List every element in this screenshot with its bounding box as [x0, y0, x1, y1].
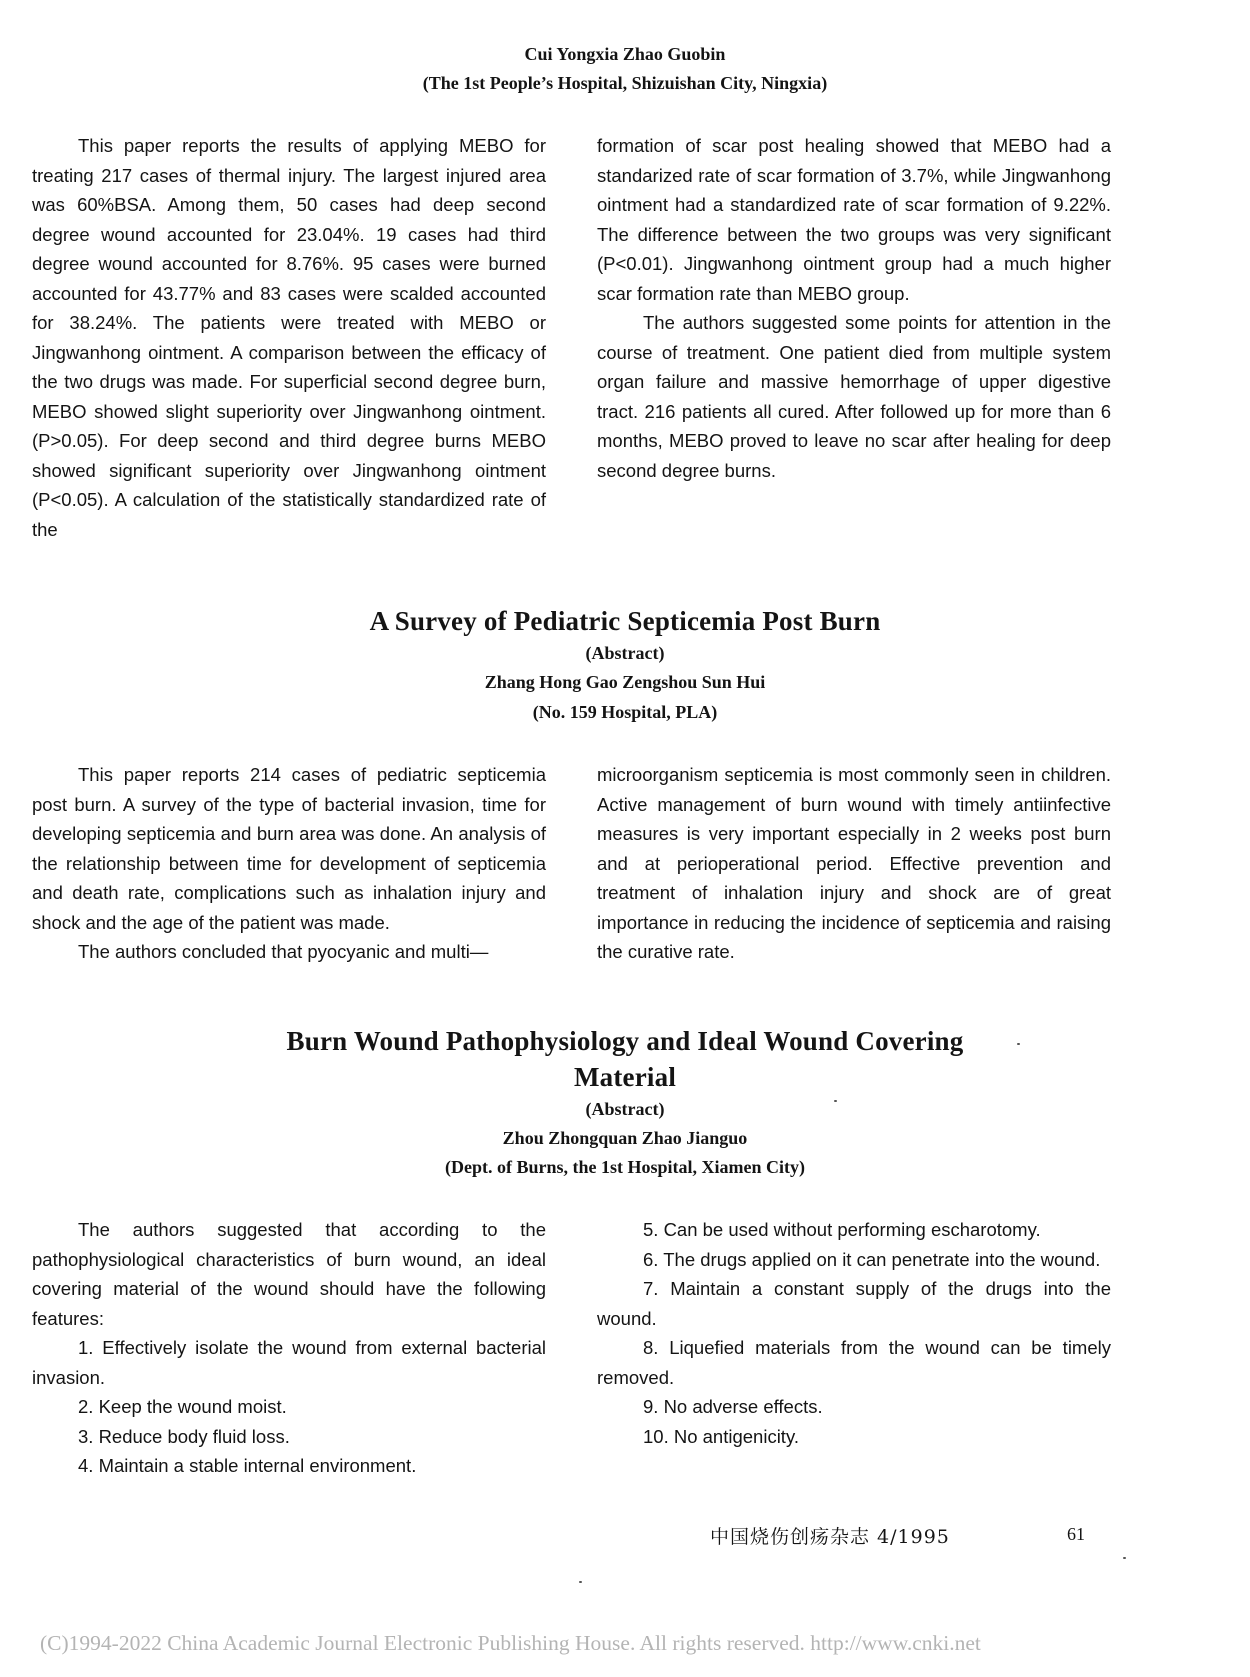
- article3-left-column: [32, 1215, 546, 1481]
- feature-item: 8. Liquefied materials from the wound can be timely removed.: [597, 1337, 1111, 1388]
- article2-right-column: [597, 760, 1111, 967]
- article2-paragraph: microorganism septicemia is most commonly seen in children. Active management of burn wound with timely antiinfective measures is very important especially in 2 weeks post burn and at perioperational period. Effective prevention and treatment of inhalation injury and shock are of great importance in reducing the incidence of septicemia and raising the curative rate.: [597, 764, 1111, 962]
- article1-left-column: [32, 131, 546, 544]
- article2-affiliation: (No. 159 Hospital, PLA): [532, 702, 718, 722]
- article3-affiliation: (Dept. of Burns, the 1st Hospital, Xiamen City): [445, 1157, 805, 1177]
- article2-left-column: [32, 760, 546, 967]
- article1-affiliation: (The 1st People’s Hospital, Shizuishan City, Ningxia): [422, 73, 828, 93]
- scan-speck: [579, 1581, 582, 1583]
- feature-item: 10. No antigenicity.: [643, 1425, 799, 1447]
- feature-item: 9. No adverse effects.: [643, 1396, 823, 1417]
- article2-abstract-label: (Abstract): [585, 643, 665, 663]
- article3-paragraph: The authors suggested that according to the pathophysiological characteristics of burn wound, an ideal covering material of the wound should have the following features:: [32, 1219, 546, 1329]
- article2-paragraph: This paper reports 214 cases of pediatric septicemia post burn. A survey of the type of bacterial invasion, time for developing septicemia and burn area was done. An analysis of the relationship between time for development of septicemia and death rate, complications such as inhalation injury and shock and the age of the patient was made.: [32, 764, 546, 933]
- article2-authors: Zhang Hong Gao Zengshou Sun Hui: [484, 672, 766, 692]
- page-number: 61: [1067, 1524, 1085, 1544]
- article1-right-column: [597, 131, 1111, 485]
- article3-right-column: [597, 1215, 1111, 1451]
- article2-paragraph: The authors concluded that pyocyanic and multi—: [78, 941, 489, 962]
- feature-item: 7. Maintain a constant supply of the drugs into the wound.: [597, 1278, 1111, 1329]
- feature-item: 5. Can be used without performing escharotomy.: [643, 1219, 1041, 1240]
- article3-title-line1: Burn Wound Pathophysiology and Ideal Wound Covering: [286, 1026, 964, 1056]
- feature-item: 3. Reduce body fluid loss.: [78, 1425, 290, 1447]
- feature-item: 4. Maintain a stable internal environment.: [78, 1455, 417, 1476]
- scan-speck: [834, 1100, 837, 1102]
- article3-authors: Zhou Zhongquan Zhao Jianguo: [502, 1128, 748, 1148]
- feature-item: 6. The drugs applied on it can penetrate into the wound.: [643, 1248, 1101, 1270]
- journal-footer: 中国烧伤创疡杂志 4/1995: [710, 1526, 950, 1548]
- article2-title: A Survey of Pediatric Septicemia Post Burn: [369, 606, 881, 636]
- scan-speck: [1017, 1043, 1020, 1045]
- article1-paragraph: The authors suggested some points for attention in the course of treatment. One patient died from multiple system organ failure and massive hemorrhage of upper digestive tract. 216 patients all cured. After followed up for more than 6 months, MEBO proved to leave no scar after healing for deep second degree burns.: [597, 312, 1111, 481]
- article1-authors: Cui Yongxia Zhao Guobin: [524, 44, 726, 64]
- copyright-watermark: (C)1994-2022 China Academic Journal Electronic Publishing House. All rights reserved. http://www.cnki.net: [40, 1631, 981, 1655]
- feature-item: 1. Effectively isolate the wound from external bacterial invasion.: [32, 1337, 546, 1388]
- article3-title-line2: Material: [573, 1062, 677, 1092]
- scan-speck: [1123, 1557, 1126, 1559]
- article1-paragraph: formation of scar post healing showed that MEBO had a standarized rate of scar formation of 3.7%, while Jingwanhong ointment had a standardized rate of scar formation of 9.22%. The difference between the two groups was very significant (P<0.01). Jingwanhong ointment group had a much higher scar formation rate than MEBO group.: [597, 135, 1111, 304]
- article3-abstract-label: (Abstract): [585, 1099, 665, 1119]
- article1-paragraph: This paper reports the results of applying MEBO for treating 217 cases of thermal injury. The largest injured area was 60%BSA. Among them, 50 cases had deep second degree wound accounted for 23.04%. 19 cases had third degree wound accounted for 8.76%. 95 cases were burned accounted for 43.77% and 83 cases were scalded accounted for 38.24%. The patients were treated with MEBO or Jingwanhong ointment. A comparison between the efficacy of the two drugs was made. For superficial second degree burn, MEBO showed slight superiority over Jingwanhong ointment. (P>0.05). For deep second and third degree burns MEBO showed significant superiority over Jingwanhong ointment (P<0.05). A calculation of the statistically standardized rate of the: [32, 135, 546, 540]
- feature-item: 2. Keep the wound moist.: [78, 1396, 287, 1417]
